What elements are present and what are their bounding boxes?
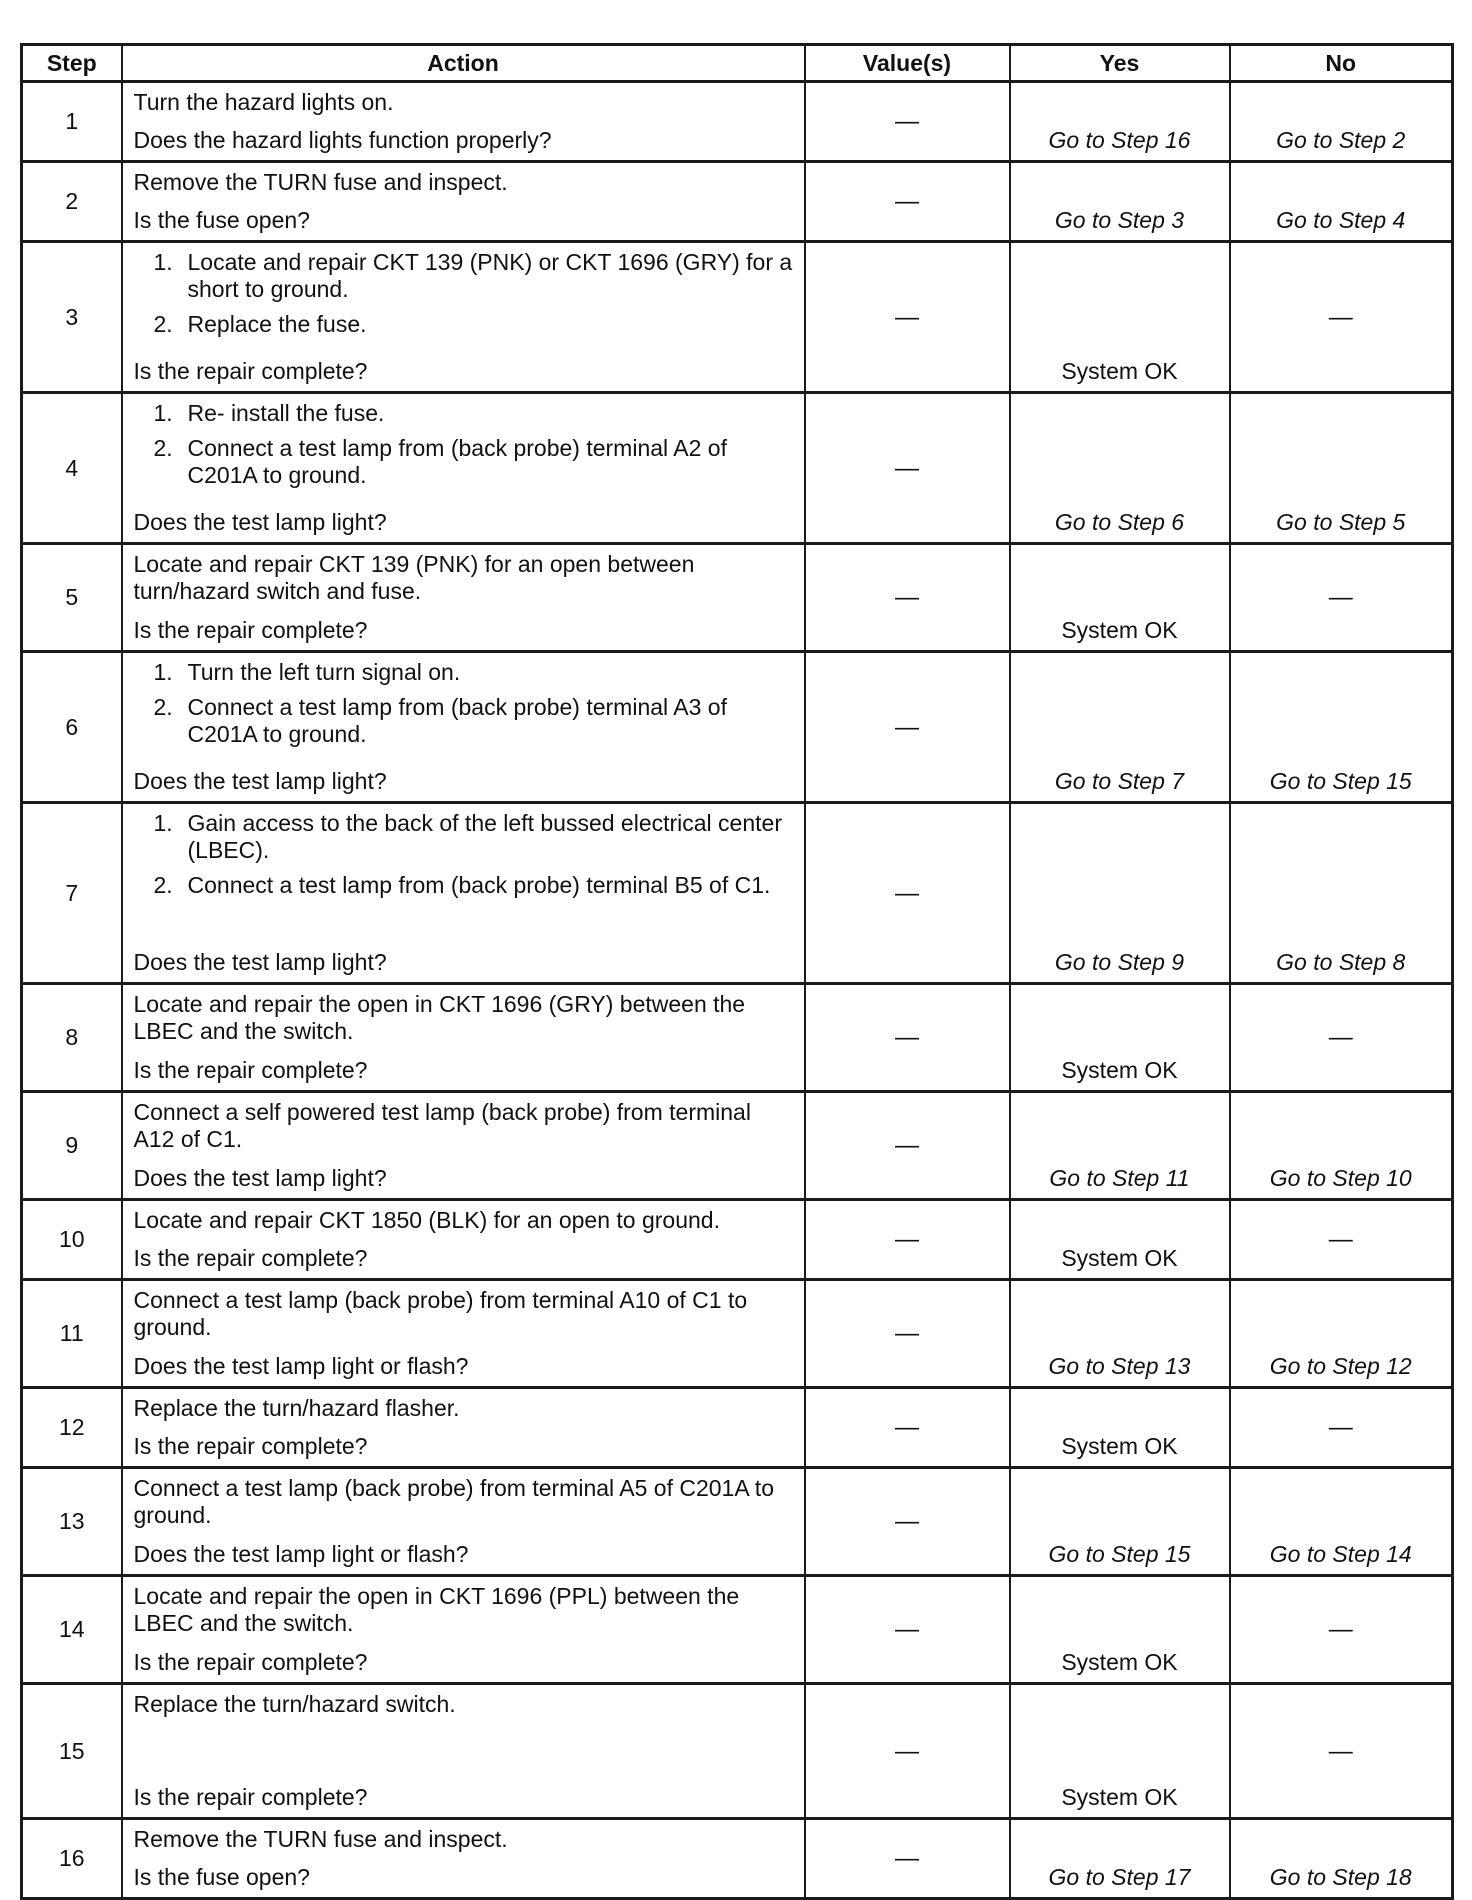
table-row [22, 1819, 1453, 1899]
no-cell [1230, 82, 1453, 162]
value-cell [805, 162, 1010, 242]
no-result: Go to Step 14 [1269, 1541, 1412, 1567]
table-row [22, 1092, 1453, 1200]
table-row [22, 1200, 1453, 1280]
action-cell [122, 984, 805, 1092]
value-text: — [895, 454, 919, 482]
action-question: Does the test lamp light or flash? [133, 1353, 469, 1379]
action-step-number: 2. [153, 435, 173, 461]
action-cell [122, 544, 805, 652]
no-cell [1230, 1388, 1453, 1468]
yes-cell [1010, 1280, 1230, 1388]
table-row [22, 393, 1453, 544]
action-step [154, 311, 794, 338]
table-row [22, 803, 1453, 984]
value-cell [805, 242, 1010, 393]
action-spacer [134, 1853, 794, 1864]
no-result: — [1328, 1414, 1353, 1441]
action-step-number: 1. [153, 400, 173, 426]
action-cell [122, 162, 805, 242]
action-steps [134, 810, 794, 907]
value-cell [805, 1576, 1010, 1684]
yes-result: Go to Step 3 [1054, 207, 1185, 233]
yes-result: Go to Step 13 [1048, 1353, 1191, 1379]
no-cell [1230, 652, 1453, 803]
value-cell [805, 544, 1010, 652]
no-cell [1230, 1280, 1453, 1388]
action-step-text: Connect a test lamp from (back probe) terminal A2 of C201A to ground. [187, 435, 727, 488]
header-values: Value(s) [805, 45, 1010, 82]
no-result: — [1328, 1616, 1353, 1643]
no-result: Go to Step 18 [1269, 1864, 1412, 1890]
table-row [22, 82, 1453, 162]
action-cell [122, 242, 805, 393]
action-spacer [134, 1045, 794, 1057]
action-steps [134, 249, 794, 346]
action-step-text: Gain access to the back of the left bussed electrical center (LBEC). [187, 810, 782, 863]
step-cell: 8 [22, 984, 122, 1092]
value-cell [805, 82, 1010, 162]
step-cell: 7 [22, 803, 122, 984]
step-cell: 16 [22, 1819, 122, 1899]
yes-cell [1010, 1092, 1230, 1200]
action-content [134, 169, 794, 234]
yes-cell [1010, 803, 1230, 984]
yes-cell [1010, 162, 1230, 242]
action-step-number: 2. [153, 311, 173, 337]
no-result: Go to Step 2 [1276, 127, 1406, 153]
yes-result: System OK [1061, 617, 1178, 643]
header-yes: Yes [1010, 45, 1230, 82]
action-cell [122, 1200, 805, 1280]
action-step-number: 2. [153, 872, 173, 898]
no-cell [1230, 1819, 1453, 1899]
action-text: Locate and repair the open in CKT 1696 (GRY) between the LBEC and the switch. [133, 991, 746, 1044]
yes-result: System OK [1061, 1433, 1178, 1459]
yes-cell [1010, 242, 1230, 393]
no-cell [1230, 162, 1453, 242]
value-text: — [895, 1226, 919, 1253]
no-cell [1230, 242, 1453, 393]
yes-cell [1010, 82, 1230, 162]
value-text: — [895, 1414, 919, 1441]
yes-cell [1010, 1684, 1230, 1819]
no-result: — [1328, 303, 1353, 331]
action-question: Is the repair complete? [133, 1245, 368, 1271]
no-result: — [1328, 1737, 1353, 1765]
value-text: — [895, 879, 919, 907]
value-text: — [895, 713, 919, 741]
value-cell [805, 984, 1010, 1092]
value-cell [805, 652, 1010, 803]
no-result: Go to Step 8 [1276, 949, 1406, 975]
action-spacer [134, 605, 794, 617]
no-result: — [1328, 1226, 1353, 1253]
action-step-text: Re- install the fuse. [187, 400, 385, 426]
value-text: — [895, 188, 919, 215]
action-question: Is the repair complete? [133, 358, 368, 384]
action-cell [122, 1819, 805, 1899]
table-row [22, 984, 1453, 1092]
action-step-number: 1. [153, 810, 173, 836]
yes-result: Go to Step 6 [1054, 509, 1185, 535]
action-spacer [134, 116, 794, 127]
yes-cell [1010, 984, 1230, 1092]
action-content [134, 89, 794, 154]
action-question: Does the test lamp light? [133, 768, 387, 794]
header-row [22, 45, 1453, 82]
table-row [22, 1388, 1453, 1468]
step-cell: 14 [22, 1576, 122, 1684]
value-text: — [895, 1737, 919, 1765]
yes-result: System OK [1061, 1784, 1178, 1810]
action-cell [122, 1280, 805, 1388]
action-step [154, 659, 794, 686]
action-content [134, 1287, 794, 1380]
action-cell [122, 1684, 805, 1819]
table-row [22, 1280, 1453, 1388]
action-question: Does the test lamp light? [133, 949, 387, 975]
action-step [154, 694, 794, 748]
action-step [154, 249, 794, 303]
action-content [134, 1395, 794, 1460]
action-content [134, 400, 794, 536]
value-text: — [895, 108, 919, 135]
action-content [134, 249, 794, 385]
action-question: Is the fuse open? [133, 1864, 310, 1890]
no-result: Go to Step 15 [1269, 768, 1412, 794]
step-cell: 11 [22, 1280, 122, 1388]
action-step [154, 810, 794, 864]
step-cell: 15 [22, 1684, 122, 1819]
action-spacer [134, 1718, 794, 1784]
step-cell: 1 [22, 82, 122, 162]
yes-cell [1010, 1819, 1230, 1899]
action-content [134, 810, 794, 976]
action-question: Is the repair complete? [133, 1784, 368, 1810]
step-cell: 2 [22, 162, 122, 242]
header-no: No [1230, 45, 1453, 82]
action-spacer [134, 1637, 794, 1649]
value-text: — [895, 1320, 919, 1347]
step-cell: 10 [22, 1200, 122, 1280]
value-text: — [895, 1508, 919, 1535]
action-step-text: Connect a test lamp from (back probe) terminal B5 of C1. [187, 872, 771, 898]
no-cell [1230, 984, 1453, 1092]
yes-cell [1010, 1576, 1230, 1684]
yes-cell [1010, 1200, 1230, 1280]
value-cell [805, 803, 1010, 984]
yes-result: System OK [1061, 1057, 1178, 1083]
no-cell [1230, 1200, 1453, 1280]
value-text: — [895, 1024, 919, 1051]
value-text: — [895, 1616, 919, 1643]
no-result: Go to Step 4 [1276, 207, 1406, 233]
action-step-number: 2. [153, 694, 173, 720]
value-text: — [895, 1845, 919, 1872]
action-cell [122, 82, 805, 162]
yes-result: Go to Step 15 [1048, 1541, 1191, 1567]
no-cell [1230, 803, 1453, 984]
table-row [22, 1684, 1453, 1819]
action-question: Does the test lamp light or flash? [133, 1541, 469, 1567]
value-cell [805, 1092, 1010, 1200]
step-cell: 9 [22, 1092, 122, 1200]
action-step-number: 1. [153, 249, 173, 275]
no-cell [1230, 544, 1453, 652]
action-spacer [134, 497, 794, 509]
action-text: Locate and repair CKT 1850 (BLK) for an open to ground. [133, 1207, 720, 1233]
no-cell [1230, 1468, 1453, 1576]
action-steps [134, 400, 794, 497]
value-cell [805, 1280, 1010, 1388]
action-question: Is the fuse open? [133, 207, 310, 233]
action-question: Is the repair complete? [133, 1057, 368, 1083]
no-cell [1230, 1092, 1453, 1200]
action-step [154, 400, 794, 427]
action-step-number: 1. [153, 659, 173, 685]
action-step-text: Locate and repair CKT 139 (PNK) or CKT 1696 (GRY) for a short to ground. [187, 249, 793, 302]
no-result: Go to Step 12 [1269, 1353, 1412, 1379]
action-step-text: Turn the left turn signal on. [187, 659, 461, 685]
action-spacer [134, 196, 794, 207]
step-cell: 4 [22, 393, 122, 544]
yes-cell [1010, 652, 1230, 803]
value-cell [805, 393, 1010, 544]
yes-result: System OK [1061, 358, 1178, 384]
header-action: Action [122, 45, 805, 82]
action-step [154, 872, 794, 899]
step-cell: 6 [22, 652, 122, 803]
action-content [134, 551, 794, 644]
yes-result: Go to Step 9 [1054, 949, 1185, 975]
step-cell: 12 [22, 1388, 122, 1468]
action-cell [122, 652, 805, 803]
yes-cell [1010, 544, 1230, 652]
action-question: Does the test lamp light? [133, 1165, 387, 1191]
action-cell [122, 1576, 805, 1684]
no-result: — [1328, 584, 1353, 611]
action-question: Is the repair complete? [133, 1649, 368, 1675]
step-cell: 3 [22, 242, 122, 393]
action-text: Connect a self powered test lamp (back probe) from terminal A12 of C1. [133, 1099, 751, 1152]
action-content [134, 1207, 794, 1272]
action-content [134, 1475, 794, 1568]
action-spacer [134, 346, 794, 358]
action-text: Replace the turn/hazard flasher. [133, 1395, 460, 1421]
action-cell [122, 1388, 805, 1468]
value-cell [805, 1388, 1010, 1468]
yes-result: Go to Step 16 [1048, 127, 1191, 153]
action-step-text: Replace the fuse. [187, 311, 367, 337]
action-spacer [134, 1153, 794, 1165]
action-cell [122, 393, 805, 544]
action-content [134, 1826, 794, 1891]
action-spacer [134, 1341, 794, 1353]
no-result: Go to Step 10 [1269, 1165, 1412, 1191]
value-cell [805, 1819, 1010, 1899]
step-cell: 13 [22, 1468, 122, 1576]
no-cell [1230, 393, 1453, 544]
table-row [22, 652, 1453, 803]
action-step [154, 435, 794, 489]
action-cell [122, 803, 805, 984]
action-text: Replace the turn/hazard switch. [133, 1691, 456, 1717]
yes-cell [1010, 1388, 1230, 1468]
action-steps [134, 659, 794, 756]
value-text: — [895, 584, 919, 611]
action-spacer [134, 1422, 794, 1433]
action-cell [122, 1092, 805, 1200]
action-question: Is the repair complete? [133, 617, 368, 643]
action-content [134, 1691, 794, 1811]
action-question: Does the hazard lights function properly? [133, 127, 552, 153]
value-text: — [895, 1132, 919, 1159]
no-result: Go to Step 5 [1276, 509, 1406, 535]
action-question: Does the test lamp light? [133, 509, 387, 535]
action-spacer [134, 1234, 794, 1245]
action-content [134, 991, 794, 1084]
action-text: Remove the TURN fuse and inspect. [133, 1826, 508, 1852]
action-text: Connect a test lamp (back probe) from terminal A5 of C201A to ground. [133, 1475, 774, 1528]
no-result: — [1328, 1024, 1353, 1051]
value-text: — [895, 303, 919, 331]
action-content [134, 1583, 794, 1676]
no-cell [1230, 1576, 1453, 1684]
value-cell [805, 1468, 1010, 1576]
action-text: Locate and repair CKT 139 (PNK) for an open between turn/hazard switch and fuse. [133, 551, 695, 604]
yes-result: Go to Step 17 [1048, 1864, 1191, 1890]
value-cell [805, 1684, 1010, 1819]
yes-cell [1010, 1468, 1230, 1576]
action-spacer [134, 1529, 794, 1541]
action-step-text: Connect a test lamp from (back probe) terminal A3 of C201A to ground. [187, 694, 727, 747]
table-row [22, 242, 1453, 393]
table-row [22, 162, 1453, 242]
action-spacer [134, 756, 794, 768]
table-row [22, 1468, 1453, 1576]
diagnostic-table [20, 43, 1454, 1900]
no-cell [1230, 1684, 1453, 1819]
action-text: Remove the TURN fuse and inspect. [133, 169, 508, 195]
yes-result: Go to Step 11 [1049, 1165, 1190, 1191]
action-cell [122, 1468, 805, 1576]
action-question: Is the repair complete? [133, 1433, 368, 1459]
step-cell: 5 [22, 544, 122, 652]
table-row [22, 1576, 1453, 1684]
yes-result: System OK [1061, 1649, 1178, 1675]
yes-cell [1010, 393, 1230, 544]
table-row [22, 544, 1453, 652]
action-content [134, 659, 794, 795]
yes-result: System OK [1061, 1245, 1178, 1271]
action-spacer [134, 907, 794, 949]
yes-result: Go to Step 7 [1054, 768, 1185, 794]
action-text: Locate and repair the open in CKT 1696 (PPL) between the LBEC and the switch. [133, 1583, 740, 1636]
action-content [134, 1099, 794, 1192]
header-step: Step [22, 45, 122, 82]
action-text: Turn the hazard lights on. [133, 89, 394, 115]
value-cell [805, 1200, 1010, 1280]
action-text: Connect a test lamp (back probe) from terminal A10 of C1 to ground. [133, 1287, 748, 1340]
